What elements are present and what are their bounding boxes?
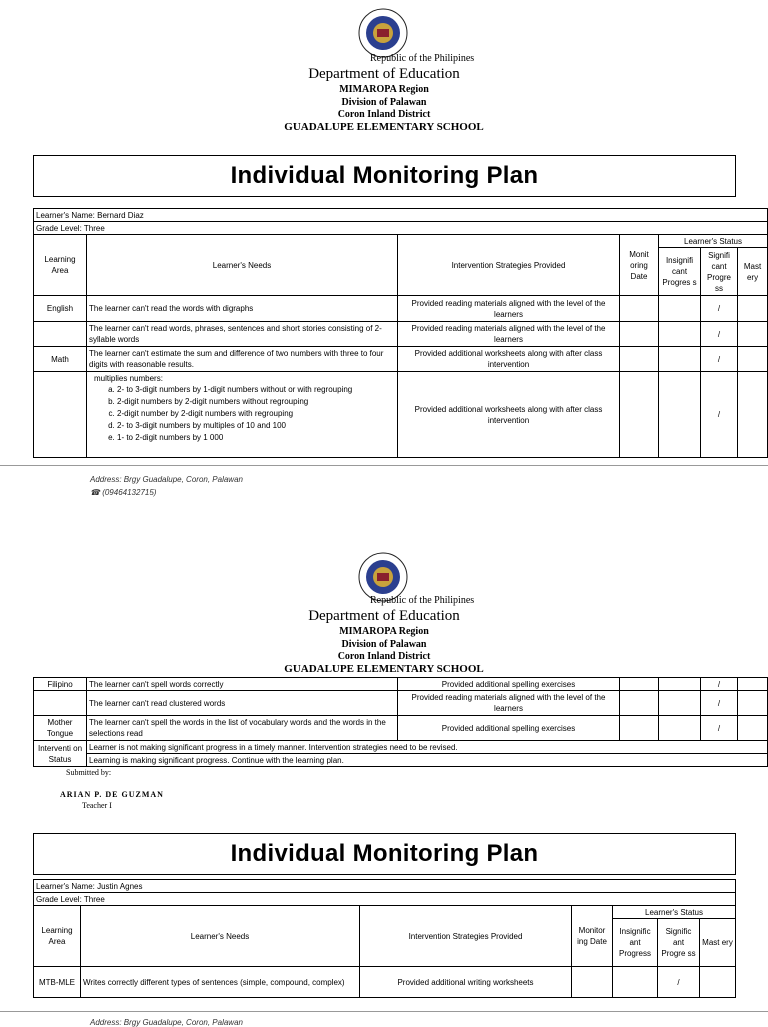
list-item: e. 1- to 2-digit numbers by 1 000 [117,432,395,444]
page1-title: Individual Monitoring Plan [33,155,736,197]
col-monitoring-date: Monit oring Date [620,235,659,296]
list-item: b. 2-digit numbers by 2-digit numbers without regrouping [117,396,395,408]
region-text: MIMAROPA Region [339,84,429,95]
table-row: The learner can't read clustered words Provided reading materials aligned with the level of the learners / [34,691,768,716]
col-significant: Signific ant Progre ss [658,919,700,967]
col-significant: Signifi cant Progre ss [701,248,738,296]
page2-title: Individual Monitoring Plan [33,833,736,875]
region-text: MIMAROPA Region [339,626,429,637]
school-text: GUADALUPE ELEMENTARY SCHOOL [284,121,484,133]
department-text: Department of Education [308,608,460,624]
progress-mark: / [701,322,738,347]
col-learners-status: Learner's Status [659,235,768,248]
status-continue: Learning is making significant progress. Continue with the learning plan. [87,754,768,767]
col-learning-area: Learning Area [34,906,81,967]
address-text: Address: Brgy Guadalupe, Coron, Palawan [90,475,243,484]
school-text: GUADALUPE ELEMENTARY SCHOOL [284,663,484,675]
learner-name: Learner's Name: Bernard Diaz [34,209,768,222]
republic-text: Republic of the Philipines [370,53,475,64]
list-item: a. 2- to 3-digit numbers by 1-digit numbers without or with regrouping [117,384,395,396]
footer-divider [0,465,768,466]
department-text: Department of Education [308,66,460,82]
col-monitoring-date: Monitor ing Date [572,906,613,967]
page1-plan-table [33,208,768,458]
table-row: Math The learner can't estimate the sum and difference of two numbers with three to four digits with reasonable results. Provided additional worksheets along with after class intervention / [34,347,768,372]
col-strategies: Intervention Strategies Provided [398,235,620,296]
col-learners-status: Learner's Status [613,906,736,919]
table-row: Filipino The learner can't spell words correctly Provided additional spelling exercises / [34,678,768,691]
grade-level: Grade Level: Three [34,222,768,235]
multiplication-list [89,384,395,444]
district-text: Coron Inland District [337,651,431,662]
teacher-name: ARIAN P. DE GUZMAN [60,790,164,799]
status-revise: Learner is not making significant progress in a timely manner. Intervention strategies need to be revised. [87,741,768,754]
table-row: multiplies numbers: a. 2- to 3-digit numbers by 1-digit numbers without or with regrouping b. 2-digit numbers by 2-digit numbers without regrouping c. 2-digit number by 2-digit numbers with regrouping d. 2- to 3-digit numbers by multiples of 10 and 100 e. 1- to 2-digit numbers by 1 000 Provided additional worksheets along with after class intervention / [34,372,768,458]
table-row: Mother Tongue The learner can't spell the words in the list of vocabulary words and the words in the selections read Provided additional spelling exercises / [34,716,768,741]
multiplies-intro: multiplies numbers: [94,374,163,383]
progress-mark: / [701,691,738,716]
division-text: Division of Palawan [341,97,427,108]
list-item: c. 2-digit number by 2-digit numbers with regrouping [117,408,395,420]
col-insignificant: Insignifi cant Progres s [659,248,701,296]
address-text: Address: Brgy Guadalupe, Coron, Palawan [90,1018,243,1027]
progress-mark: / [701,347,738,372]
col-mastery: Mast ery [738,248,768,296]
teacher-title: Teacher I [82,801,112,810]
col-learners-needs: Learner's Needs [81,906,360,967]
progress-mark: / [701,296,738,322]
district-text: Coron Inland District [337,109,431,120]
list-item: d. 2- to 3-digit numbers by multiples of 10 and 100 [117,420,395,432]
republic-text: Republic of the Philipines [370,595,475,606]
progress-mark: / [701,372,738,458]
deped-seal-icon [358,8,408,58]
footer-divider [0,1011,768,1012]
col-strategies: Intervention Strategies Provided [360,906,572,967]
grade-level: Grade Level: Three [34,893,736,906]
col-insignificant: Insignific ant Progress [613,919,658,967]
table-row: English The learner can't read the words with digraphs Provided reading materials aligned with the level of the learners / [34,296,768,322]
col-learning-area: Learning Area [34,235,87,296]
col-mastery: Mast ery [700,919,736,967]
submitted-by: Submitted by: [66,768,112,777]
division-text: Division of Palawan [341,639,427,650]
table-row: MTB-MLE Writes correctly different types of sentences (simple, compound, complex) Provided additional writing worksheets / [34,967,736,998]
learner-name: Learner's Name: Justin Agnes [34,880,736,893]
progress-mark: / [701,716,738,741]
page2-continued-table [33,677,768,767]
progress-mark: / [701,678,738,691]
col-learners-needs: Learner's Needs [87,235,398,296]
intervention-status-label: Interventi on Status [34,741,87,767]
phone-text: ☎ (09464132715) [90,488,157,497]
progress-mark: / [658,967,700,998]
page2-plan-table [33,879,736,998]
table-row: The learner can't read words, phrases, sentences and short stories consisting of 2-syllable words Provided reading materials aligned with the level of the learners / [34,322,768,347]
